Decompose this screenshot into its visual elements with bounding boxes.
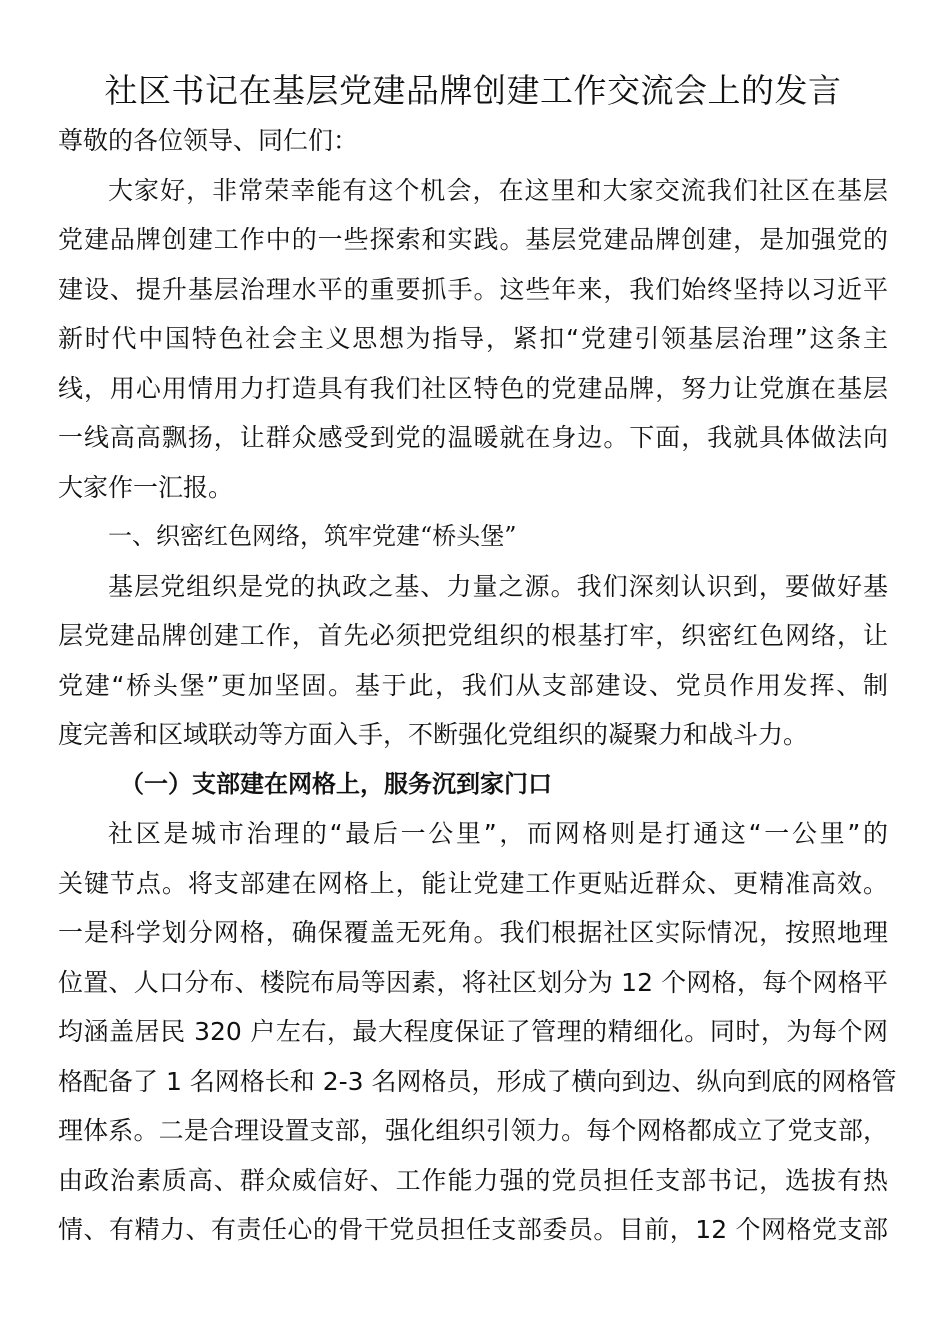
paragraph-line: 由政治素质高、群众威信好、工作能力强的党员担任支部书记，选拔有热 [58, 1165, 888, 1195]
intro-paragraph [58, 166, 888, 513]
subsection-heading: （一）支部建在网格上，服务沉到家门口 [120, 769, 552, 798]
subsection1-paragraph [58, 809, 897, 1255]
paragraph-line: 党建品牌创建工作中的一些探索和实践。基层党建品牌创建，是加强党的 [58, 225, 888, 254]
paragraph-line: 层党建品牌创建工作，首先必须把党组织的根基打牢，织密红色网络，让 [58, 621, 888, 650]
section1-paragraph [58, 562, 888, 760]
paragraph-line: 线，用心用情用力打造具有我们社区特色的党建品牌，努力让党旗在基层 [58, 373, 888, 403]
section-heading: 一、织密红色网络，筑牢党建“桥头堡” [108, 522, 517, 550]
paragraph-line: 大家好，非常荣幸能有这个机会，在这里和大家交流我们社区在基层 [108, 175, 888, 205]
paragraph-line: 大家作一汇报。 [58, 472, 234, 502]
paragraph-line: 新时代中国特色社会主义思想为指导，紧扣“党建引领基层治理”这条主 [58, 324, 888, 353]
paragraph-line: 情、有精力、有责任心的骨干党员担任支部委员。目前，12 个网格党支部 [58, 1215, 888, 1244]
salutation: 尊敬的各位领导、同仁们： [58, 126, 359, 155]
paragraph-line: 社区是城市治理的“最后一公里”，而网格则是打通这“一公里”的 [108, 819, 888, 848]
paragraph-line: 理体系。二是合理设置支部，强化组织引领力。每个网格都成立了党支部， [58, 1116, 888, 1145]
paragraph-line: 基层党组织是党的执政之基、力量之源。我们深刻认识到，要做好基 [108, 571, 888, 601]
paragraph-line: 格配备了 1 名网格长和 2-3 名网格员，形成了横向到边、纵向到底的网格管 [58, 1066, 897, 1096]
paragraph-line: 一是科学划分网格，确保覆盖无死角。我们根据社区实际情况，按照地理 [58, 918, 888, 947]
paragraph-line: 一线高高飘扬，让群众感受到党的温暖就在身边。下面，我就具体做法向 [58, 423, 888, 452]
document-page [58, 66, 897, 1255]
paragraph-line: 关键节点。将支部建在网格上，能让党建工作更贴近群众、更精准高效。 [58, 868, 888, 898]
paragraph-line: 位置、人口分布、楼院布局等因素，将社区划分为 12 个网格，每个网格平 [58, 967, 888, 997]
paragraph-line: 度完善和区域联动等方面入手，不断强化党组织的凝聚力和战斗力。 [58, 720, 809, 749]
document-title: 社区书记在基层党建品牌创建工作交流会上的发言 [104, 71, 842, 110]
paragraph-line: 建设、提升基层治理水平的重要抓手。这些年来，我们始终坚持以习近平 [58, 274, 888, 304]
paragraph-line: 党建“桥头堡”更加坚固。基于此，我们从支部建设、党员作用发挥、制 [58, 670, 888, 700]
paragraph-line: 均涵盖居民 320 户左右，最大程度保证了管理的精细化。同时，为每个网 [58, 1017, 888, 1046]
